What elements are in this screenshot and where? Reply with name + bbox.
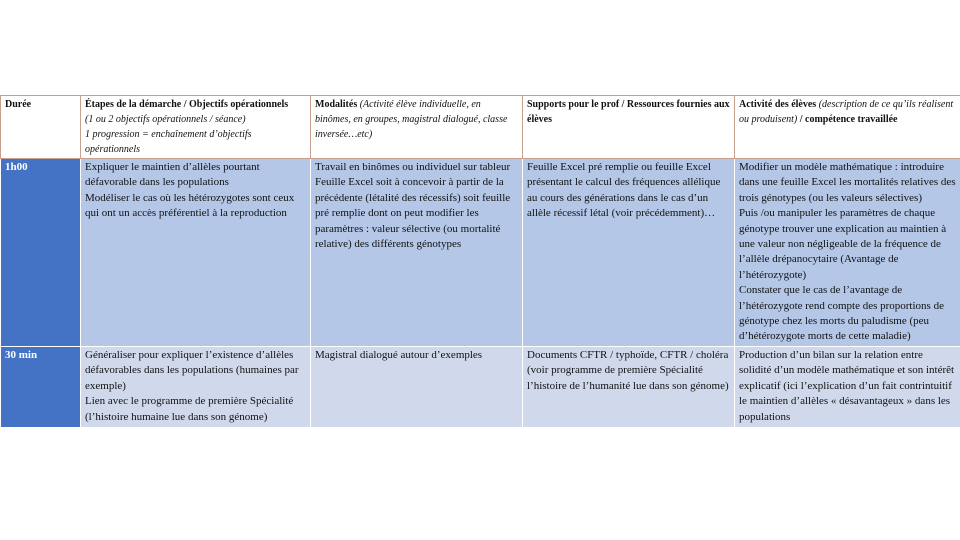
table-row [1, 346, 960, 427]
row-duree: 1h00 [1, 159, 81, 347]
header-supports: Supports pour le prof / Ressources fournies aux élèves [523, 96, 735, 159]
header-etapes: Étapes de la démarche / Objectifs opérationnels (1 ou 2 objectifs opérationnels / séance) 1 progression = enchaînement d’objectifs opérationnels [81, 96, 311, 159]
row-supports: Feuille Excel pré remplie ou feuille Excel présentant le calcul des fréquences allélique au cours des générations dans le cas d’un allèle récessif létal (voir précédemment)… [523, 159, 735, 347]
row-activite: Modifier un modèle mathématique : introduire dans une feuille Excel les mortalités relatives des trois génotypes (ou les valeurs sélectives) Puis /ou manipuler les paramètres de chaque génotype trouver une explication au maintien à une valeur non négligeable de la fréquence de l’allèle drépanocytaire (Avantage de l’hétérozygote) Constater que le cas de l’avantage de l’hétérozygote rend compte des proportions de génotype chez les morts du paludisme (peu d’hétérozygote morts de cette maladie) [735, 159, 960, 347]
lesson-plan-table [0, 95, 960, 428]
row-supports: Documents CFTR / typhoïde, CFTR / choléra (voir programme de première Spécialité l’histoire de l’humanité lue dans son génome) [523, 346, 735, 427]
table-row [1, 159, 960, 347]
row-etapes: Généraliser pour expliquer l’existence d’allèles défavorables dans les populations (humaines par exemple) Lien avec le programme de première Spécialité (l’histoire humaine lue dans son génome) [81, 346, 311, 427]
header-activite: Activité des élèves (description de ce qu’ils réalisent ou produisent) / compétence travaillée [735, 96, 960, 159]
row-modalites: Travail en binômes ou individuel sur tableur Feuille Excel soit à concevoir à partir de la précédente (létalité des récessifs) soit feuille pré remplie dont on peut modifier les paramètres : valeur sélective (ou mortalité relative) des différents génotypes [311, 159, 523, 347]
row-etapes: Expliquer le maintien d’allèles pourtant défavorable dans les populations Modéliser le cas où les hétérozygotes sont ceux qui ont un accès préférentiel à la reproduction [81, 159, 311, 347]
row-duree: 30 min [1, 346, 81, 427]
header-modalites: Modalités (Activité élève individuelle, en binômes, en groupes, magistral dialogué, classe inversée…etc) [311, 96, 523, 159]
row-modalites: Magistral dialogué autour d’exemples [311, 346, 523, 427]
row-activite: Production d’un bilan sur la relation entre solidité d’un modèle mathématique et son intérêt explicatif (ici l’explication d’un fait contrintuitif le maintien d’allèles « désavantageux » dans les populations [735, 346, 960, 427]
header-duree: Durée [1, 96, 81, 159]
table-header-row [1, 96, 960, 159]
